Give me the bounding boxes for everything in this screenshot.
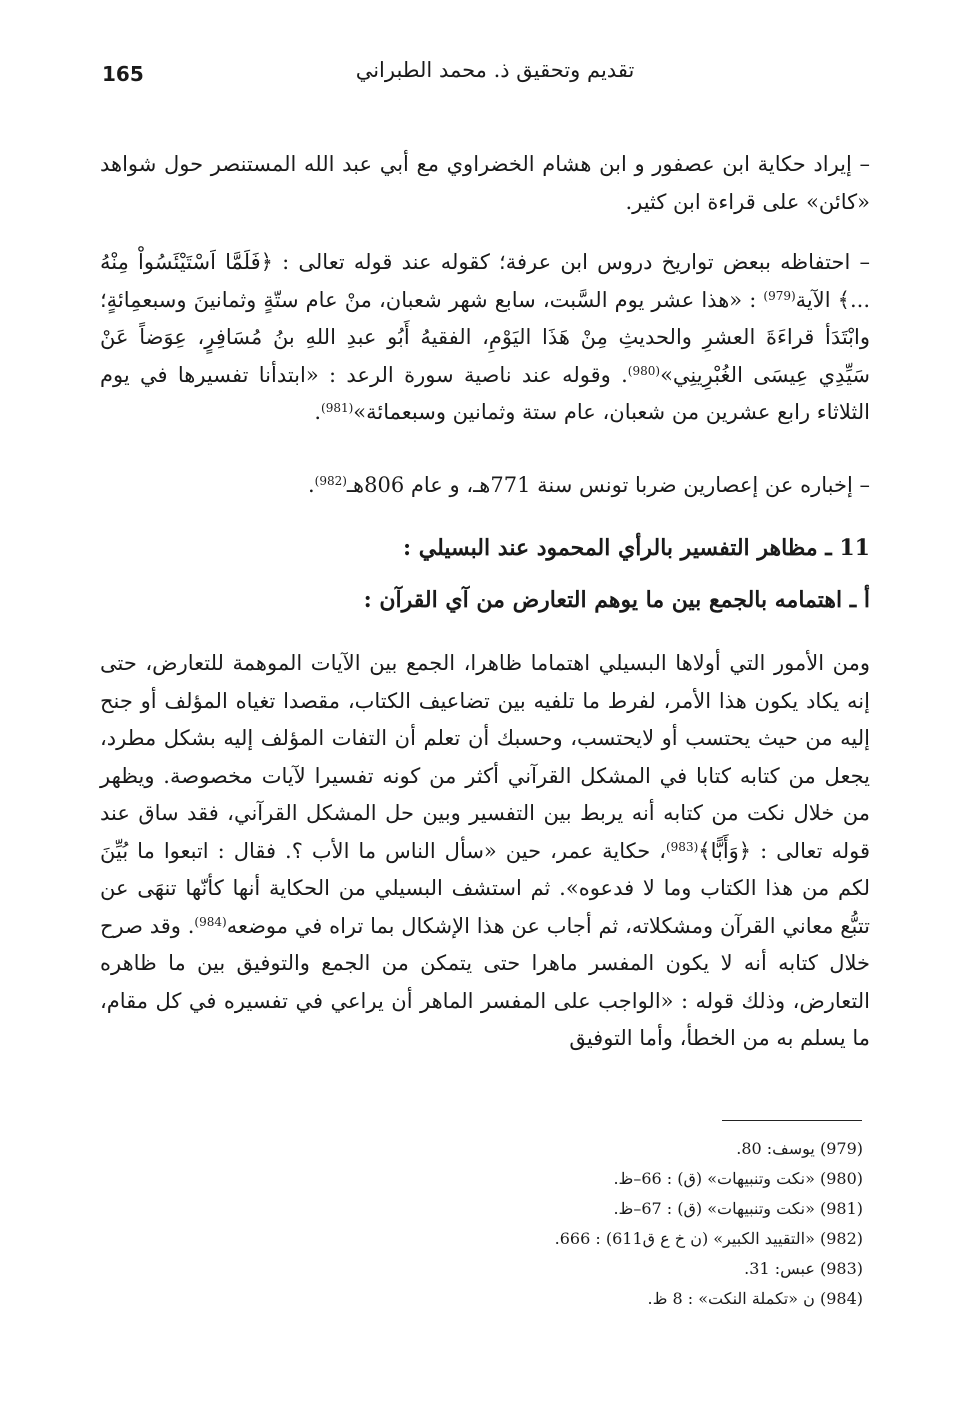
footnote-ref-979[interactable]: (979) (763, 288, 796, 303)
footnote-979: (979) يوسف: 80. (736, 1139, 863, 1158)
item-text: – إيراد حكاية ابن عصفور و ابن هشام الخضراوي مع أبي عبد الله المستنصر حول شواهد «كائن» على قراءة ابن كثير. (100, 152, 870, 214)
paragraph-text-part: ومن الأمور التي أولاها البسيلي اهتماما ظاهرا، الجمع بين الآيات الموهمة للتعارض، حتى إنه يكاد يكون هذا الأمر، لفرط ما تلفيه بين تضاعيف الكتاب، مقصدا تغياه المؤلف أو جنح إليه من حيث يحتسب أو لايحتسب، وحسبك أن تعلم أن التفات المؤلف إليه بشكل مطرد، يجعل من كتابه كتابا في المشكل القرآني أكثر من كونه تفسيرا لآيات مخصوصة. ويظهر من خلال نكت من كتابه أنه يربط بين التفسير وبين حل المشكل القرآني، فقد ساق عند قوله تعالى : ﴿وَأَبًّا﴾ (100, 651, 870, 863)
running-title: تقديم وتحقيق ذ. محمد الطبراني (355, 58, 635, 82)
paragraph-text-part: ، حكاية عمر، حين «سأل الناس ما الأب ؟. فقال : اتبعوا ما بُيِّنَ لكم من هذا الكتاب وما لا فدعوه». ثم استشف البسيلي من الحكاية أنها كأنّها تنهَى عن تتبُّع معاني القرآن ومشكلاته، ثم أجاب عن هذا الإشكال بما تراه في موضعه (100, 838, 871, 938)
footnote-ref-981[interactable]: (981) (321, 400, 354, 415)
item-text: – إخباره عن إعصارين ضربا تونس سنة 771هـ، و عام 806هـ (346, 473, 870, 497)
footnote-divider (722, 1120, 862, 1121)
footnote-ref-983[interactable]: (983) (665, 839, 699, 854)
footnote-ref-984[interactable]: (984) (194, 914, 227, 929)
paragraph-text (100, 645, 870, 1058)
item-paragraph (100, 467, 870, 505)
footnote-983: (983) عبس: 31. (744, 1259, 863, 1278)
section-heading: 11 ـ مظاهر التفسير بالرأي المحمود عند البسيلي : (403, 535, 870, 561)
page-number: 165 (102, 62, 144, 86)
item-text: . (307, 473, 315, 497)
list-item-hurricanes (100, 467, 870, 505)
item-text: . (314, 400, 321, 424)
subsection-heading: أ ـ اهتمامه بالجمع بين ما يوهم التعارض من آي القرآن : (363, 587, 870, 613)
footnote-980: (980) «نكت وتنبيهات» (ق) : 66–ظ. (613, 1169, 863, 1188)
footnote-984: (984) ن «تكملة النكت» : 8 ظ. (647, 1289, 863, 1308)
footnote-ref-980[interactable]: (980) (627, 363, 661, 378)
paragraph-text-part: . وقد صرح خلال كتابه أنه لا يكون المفسر ماهرا حتى يتمكن من الجمع والتوفيق بين ما ظاهره التعارض، وذلك قوله : «الواجب على المفسر الماهر أن يراعي في تفسيره في كل مقام، ما يسلم به من الخطأ، وأما التوفيق (100, 913, 870, 1050)
item-text: : «هذا عشر يوم السَّبت، سابع شهر شعبان، منْ عام ستّةٍ وثمانينَ وسبعمِائةٍ؛ وابْتَدَأ قراءَةَ العشرِ والحديثِ مِنْ هَذَا اليَوْمِ، الفقيهُ أَبُو عبدِ اللهِ بنُ مُسَافِرٍ، عِوَضاً عَنْ سَيِّدِي عِيسَى الغُبْرِينِي» (100, 287, 871, 387)
item-text: . وقوله عند ناصية سورة الرعد : «ابتدأنا تفسيرها في يوم الثلاثاء رابع عشرين من شعبان، عام ستة وثمانين وسبعمائة» (100, 362, 870, 424)
footnote-982: (982) «التقييد الكبير» (ن خ ع ق611) : 666. (554, 1229, 863, 1248)
list-item-ibn-arafa-dates (100, 244, 870, 432)
footnotes (300, 1134, 863, 1314)
main-paragraph (100, 645, 870, 1058)
footnote-ref-982[interactable]: (982) (314, 473, 347, 488)
item-text: – احتفاظه ببعض تواريخ دروس ابن عرفة؛ كقوله عند قوله تعالى : ﴿فَلَمَّا اَسْتَيْئَسُواْ مِنْهُ ...﴾ الآية (100, 250, 871, 312)
footnote-981: (981) «نكت وتنبيهات» (ق) : 67–ظ. (613, 1199, 863, 1218)
item-paragraph (100, 244, 870, 432)
list-item-ibn-usfur (100, 146, 870, 221)
